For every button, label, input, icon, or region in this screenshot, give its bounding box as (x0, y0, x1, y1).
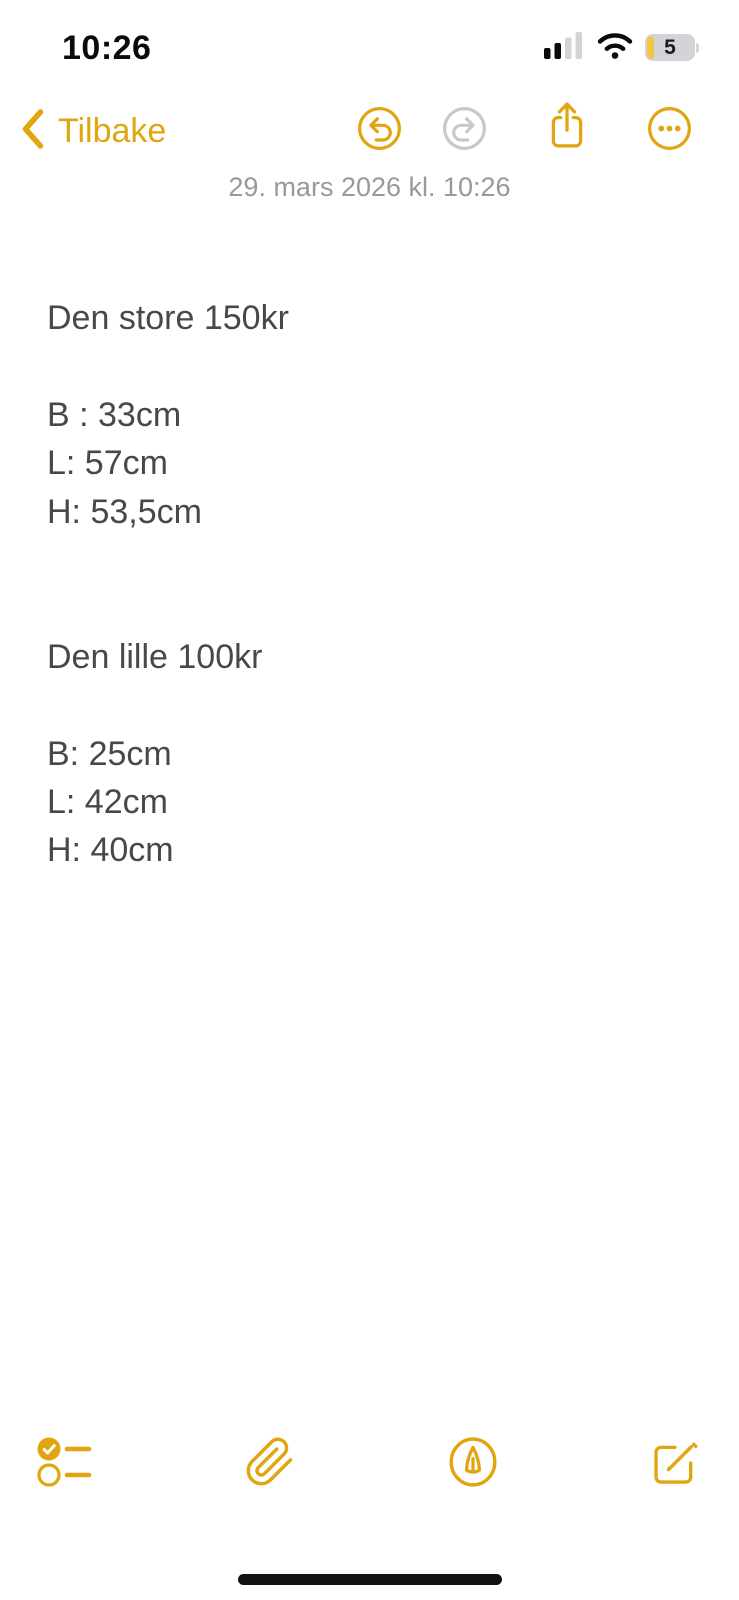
battery-charge-level (647, 36, 654, 59)
note-line[interactable]: H: 40cm (47, 831, 174, 870)
note-date-line: 29. mars 2026 kl. 10:26 (228, 172, 511, 202)
note-line[interactable] (47, 342, 709, 390)
note-line[interactable] (47, 536, 709, 584)
nav-bar (0, 100, 739, 162)
share-button[interactable] (543, 100, 591, 156)
note-line[interactable]: B: 25cm (47, 734, 172, 773)
undo-icon (356, 105, 403, 157)
wifi-icon (595, 30, 635, 65)
chevron-left-icon (18, 106, 46, 157)
battery-cap (696, 43, 699, 53)
undo-button[interactable] (355, 103, 403, 159)
note-line[interactable] (47, 584, 709, 632)
battery-icon (645, 34, 699, 61)
more-options-button[interactable] (645, 103, 693, 159)
back-button[interactable] (18, 106, 166, 157)
share-icon (544, 97, 590, 160)
redo-icon (441, 105, 488, 157)
battery-percent-label: 5 (664, 35, 676, 59)
note-line[interactable]: B : 33cm (47, 395, 182, 434)
checklist-icon (36, 1435, 94, 1494)
note-line[interactable]: L: 42cm (47, 782, 168, 821)
status-bar (0, 0, 739, 90)
bottom-toolbar (0, 1432, 739, 1496)
compose-icon (649, 1436, 701, 1493)
note-line[interactable]: L: 57cm (47, 444, 168, 483)
markup-pen-icon (447, 1435, 499, 1494)
redo-button (440, 103, 488, 159)
note-content[interactable] (47, 294, 709, 875)
compose-button[interactable] (649, 1436, 701, 1493)
checklist-button[interactable] (36, 1435, 94, 1494)
cellular-signal-icon (544, 31, 585, 65)
markup-button[interactable] (447, 1435, 499, 1494)
paperclip-icon (244, 1436, 296, 1493)
note-line[interactable]: Den store 150kr (47, 299, 289, 337)
attachment-button[interactable] (244, 1436, 296, 1493)
status-clock: 10:26 (62, 29, 152, 67)
status-icons (544, 30, 699, 65)
note-line[interactable]: Den lille 100kr (47, 637, 263, 676)
ellipsis-circle-icon (646, 105, 693, 157)
back-button-label: Tilbake (58, 112, 167, 150)
note-line[interactable] (47, 681, 709, 729)
note-line[interactable]: H: 53,5cm (47, 492, 202, 531)
home-indicator[interactable] (238, 1574, 502, 1585)
